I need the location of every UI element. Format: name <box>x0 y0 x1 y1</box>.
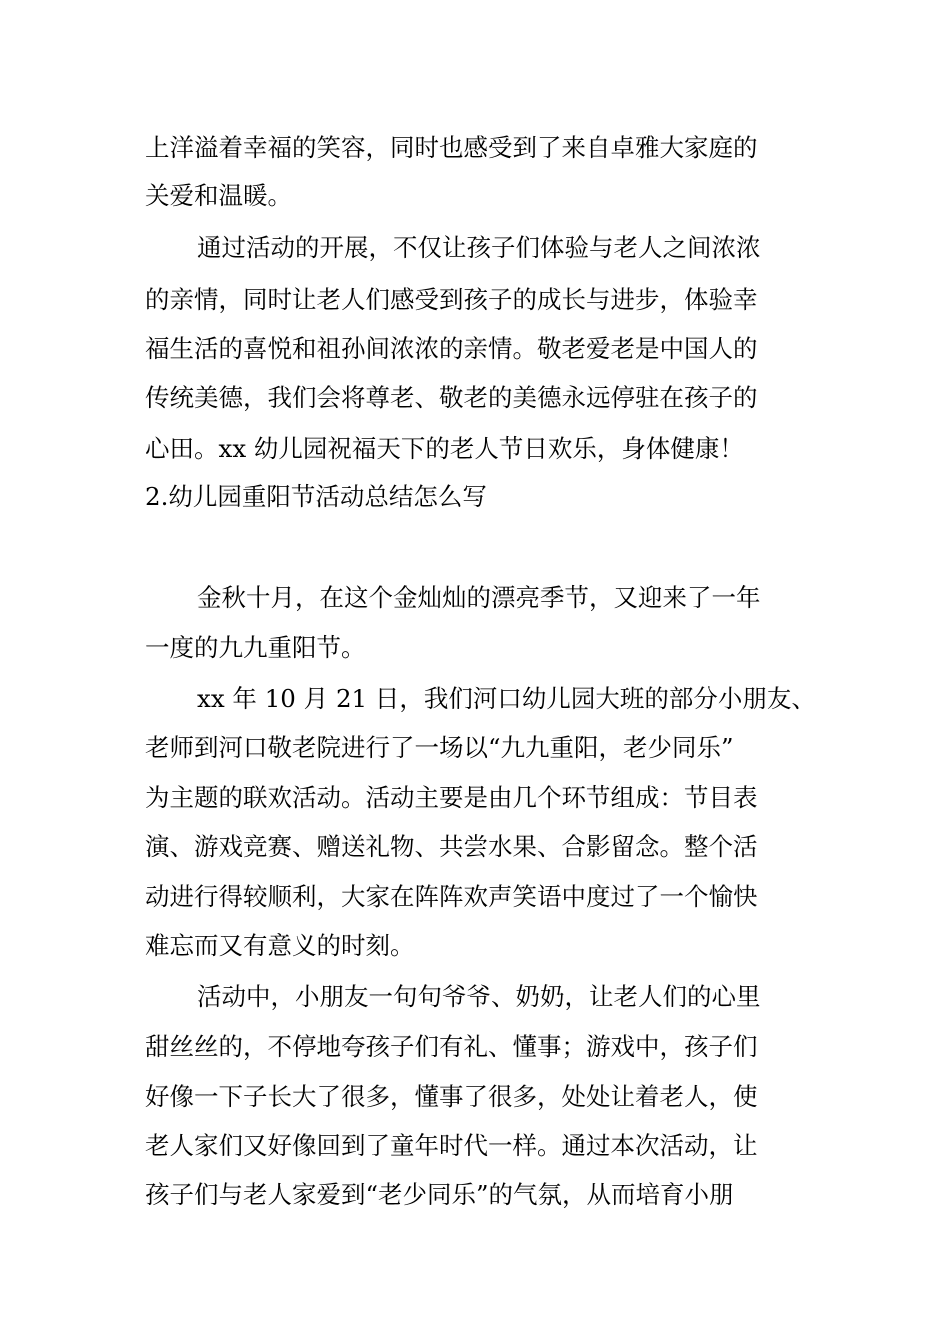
paragraph-start-line: 通过活动的开展，不仅让孩子们体验与老人之间浓浓 <box>197 233 761 262</box>
text-line: 难忘而又有意义的时刻。 <box>145 931 415 960</box>
text-line: 福生活的喜悦和祖孙间浓浓的亲情。敬老爱老是中国人的 <box>145 334 758 363</box>
text-line: 心田。xx 幼儿园祝福天下的老人节日欢乐，身体健康！ <box>145 434 744 463</box>
text-line: 演、游戏竞赛、赠送礼物、共尝水果、合影留念。整个活 <box>145 832 758 861</box>
paragraph-start-line: 活动中，小朋友一句句爷爷、奶奶，让老人们的心里 <box>197 982 761 1011</box>
text-line: 上洋溢着幸福的笑容，同时也感受到了来自卓雅大家庭的 <box>145 133 758 162</box>
text-line: 甜丝丝的，不停地夸孩子们有礼、懂事；游戏中，孩子们 <box>145 1032 758 1061</box>
text-line: 老师到河口敬老院进行了一场以“九九重阳，老少同乐” <box>145 733 734 762</box>
text-line: 老人家们又好像回到了童年时代一样。通过本次活动，让 <box>145 1131 758 1160</box>
section-heading: 2.幼儿园重阳节活动总结怎么写 <box>145 482 487 511</box>
text-line: 孩子们与老人家爱到“老少同乐”的气氛，从而培育小朋 <box>145 1180 734 1209</box>
text-line: 一度的九九重阳节。 <box>145 633 366 662</box>
text-line: 关爱和温暖。 <box>145 181 292 210</box>
text-line: 为主题的联欢活动。活动主要是由几个环节组成：节目表 <box>145 783 758 812</box>
text-line: 传统美德，我们会将尊老、敬老的美德永远停驻在孩子的 <box>145 383 758 412</box>
paragraph-start-line: xx 年 10 月 21 日，我们河口幼儿园大班的部分小朋友、 <box>197 684 816 713</box>
paragraph-start-line: 金秋十月，在这个金灿灿的漂亮季节，又迎来了一年 <box>197 583 761 612</box>
text-line: 动进行得较顺利，大家在阵阵欢声笑语中度过了一个愉快 <box>145 882 758 911</box>
text-line: 的亲情，同时让老人们感受到孩子的成长与进步，体验幸 <box>145 285 758 314</box>
text-line: 好像一下子长大了很多，懂事了很多，处处让着老人，使 <box>145 1082 758 1111</box>
